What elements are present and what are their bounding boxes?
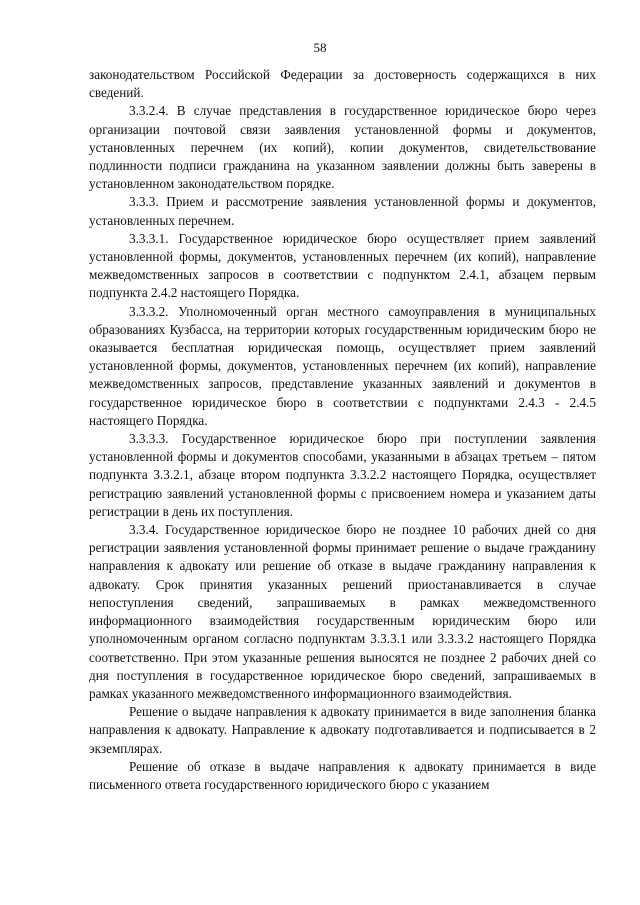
paragraph-decision-issue: Решение о выдаче направления к адвокату принимается в виде заполнения бланка направления к адвокату. Направление к адвокату подготавливается и подписывается в 2 экземплярах. bbox=[89, 704, 596, 756]
page-number: 58 bbox=[313, 40, 327, 55]
paragraph-3-3-3-1: 3.3.3.1. Государственное юридическое бюро осуществляет прием заявлений установленной формы, документов, установленных перечнем (их копий), направление межведомственных запросов в соответствии с подпунктом 2.4.1, абзацем первым подпункта 2.4.2 настоящего Порядка. bbox=[89, 230, 596, 301]
document-body bbox=[89, 66, 596, 794]
paragraph-3-3-4: 3.3.4. Государственное юридическое бюро не позднее 10 рабочих дней со дня регистрации заявления установленной формы принимает решение о выдаче гражданину направления к адвокату или решение об отказе в выдаче гражданину направления к адвокату. Срок принятия указанных решений приостанавливается в случае непоступления сведений, запрашиваемых в рамках межведомственного информационного взаимодействия государственным юридическим бюро или уполномоченным органом согласно подпунктам 3.3.3.1 или 3.3.3.2 настоящего Порядка соответственно. При этом указанные решения выносятся не позднее 2 рабочих дней со дня поступления в государственное юридическое бюро сведений, запрашиваемых в рамках указанного межведомственного информационного взаимодействия. bbox=[89, 522, 596, 701]
paragraph-3-3-3-3: 3.3.3.3. Государственное юридическое бюро при поступлении заявления установленной формы и документов способами, указанными в абзацах третьем – пятом подпункта 3.3.2.1, абзаце втором подпункта 3.3.2.2 настоящего Порядка, осуществляет регистрацию заявлений установленной формы с присвоением номера и указанием даты регистрации в день их поступления. bbox=[89, 431, 596, 519]
paragraph-continuation: законодательством Российской Федерации за достоверность содержащихся в них сведений. bbox=[89, 67, 596, 101]
paragraph-3-3-3: 3.3.3. Прием и рассмотрение заявления установленной формы и документов, установленных перечнем. bbox=[89, 194, 596, 228]
paragraph-3-3-3-2: 3.3.3.2. Уполномоченный орган местного самоуправления в муниципальных образованиях Кузбасса, на территории которых государственным юридическим бюро не оказывается бесплатная юридическая помощь, осуществляет прием заявлений установленной формы, документов, установленных перечнем (их копий), направление межведомственных запросов, представление указанных заявлений и документов в государственное юридическое бюро в соответствии с подпунктами 2.4.3 - 2.4.5 настоящего Порядка. bbox=[89, 303, 596, 428]
paragraph-decision-refusal: Решение об отказе в выдаче направления к адвокату принимается в виде письменного ответа государственного юридического бюро с указанием bbox=[89, 758, 596, 792]
paragraph-3-3-2-4: 3.3.2.4. В случае представления в государственное юридическое бюро через организации почтовой связи заявления установленной формы и документов, установленных перечнем (их копий), копии документов, свидетельствование подлинности подписи гражданина на указанном заявлении должны быть заверены в установленном законодательством порядке. bbox=[89, 103, 596, 192]
